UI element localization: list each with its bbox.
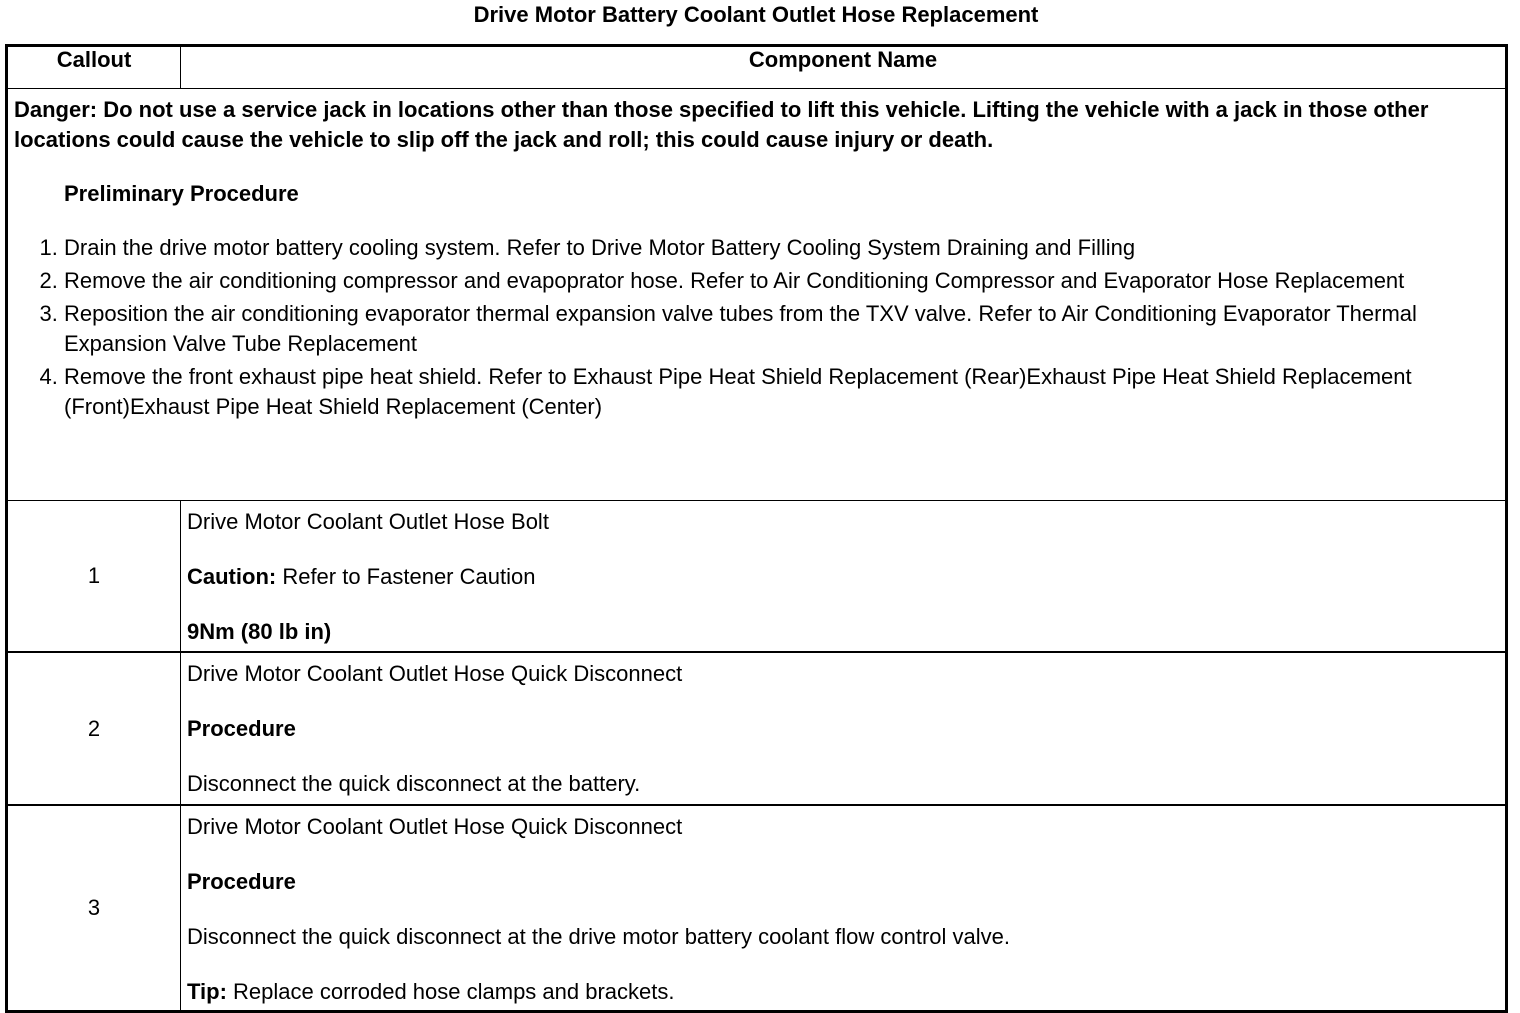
caution-label: Caution:	[187, 564, 277, 589]
component-name: Drive Motor Coolant Outlet Hose Quick Disconnect	[187, 661, 683, 686]
preliminary-step: 2. Remove the air conditioning compressor and evapoprator hose. Refer to Air Conditioning Compressor and Evaporator Hose Replacement	[64, 266, 1505, 296]
preliminary-step: 1. Drain the drive motor battery cooling system. Refer to Drive Motor Battery Cooling System Draining and Filling	[64, 233, 1505, 263]
tip-text: Replace corroded hose clamps and brackets.	[226, 979, 675, 1004]
tip-label: Tip:	[187, 979, 227, 1004]
caution-text: Refer to Fastener Caution	[276, 564, 536, 589]
table-row	[7, 501, 1507, 653]
procedure-text: Disconnect the quick disconnect at the battery.	[187, 771, 641, 796]
preliminary-step: 3. Reposition the air conditioning evaporator thermal expansion valve tubes from the TXV valve. Refer to Air Conditioning Evaporator Thermal Expansion Valve Tube Replacement	[64, 299, 1505, 359]
procedure-text: Disconnect the quick disconnect at the drive motor battery coolant flow control valve.	[187, 924, 1010, 949]
callout-number: 2	[7, 652, 181, 805]
callout-number: 1	[7, 501, 181, 653]
table-row	[7, 652, 1507, 805]
document-title: Drive Motor Battery Coolant Outlet Hose Replacement	[473, 2, 1039, 27]
procedure-table	[5, 44, 1508, 1013]
component-cell	[181, 805, 1507, 1012]
table-row	[7, 805, 1507, 1012]
procedure-label: Procedure	[187, 869, 296, 894]
table-header-row	[7, 46, 1507, 89]
preliminary-cell	[7, 89, 1507, 501]
preliminary-step: 4. Remove the front exhaust pipe heat shield. Refer to Exhaust Pipe Heat Shield Replacement (Rear)Exhaust Pipe Heat Shield Replacement (Front)Exhaust Pipe Heat Shield Replacement (Center)	[64, 362, 1505, 422]
preliminary-row	[7, 89, 1507, 501]
component-cell	[181, 501, 1507, 653]
component-name: Drive Motor Coolant Outlet Hose Quick Disconnect	[187, 814, 683, 839]
component-cell	[181, 652, 1507, 805]
torque-spec: 9Nm (80 lb in)	[187, 619, 332, 644]
component-name-column-header: Component Name	[181, 46, 1507, 89]
procedure-label: Procedure	[187, 716, 296, 741]
callout-number: 3	[7, 805, 181, 1012]
preliminary-steps-list	[8, 233, 1505, 422]
callout-column-header: Callout	[7, 46, 181, 89]
tip-line	[181, 977, 1505, 1007]
preliminary-procedure-title: Preliminary Procedure	[64, 181, 299, 206]
caution-line	[181, 562, 1505, 592]
component-name: Drive Motor Coolant Outlet Hose Bolt	[187, 509, 549, 534]
danger-warning: Danger: Do not use a service jack in locations other than those specified to lift this vehicle. Lifting the vehicle with a jack in those other locations could cause the vehicle to slip off the jack and roll; this could cause injury or death.	[14, 97, 1429, 152]
